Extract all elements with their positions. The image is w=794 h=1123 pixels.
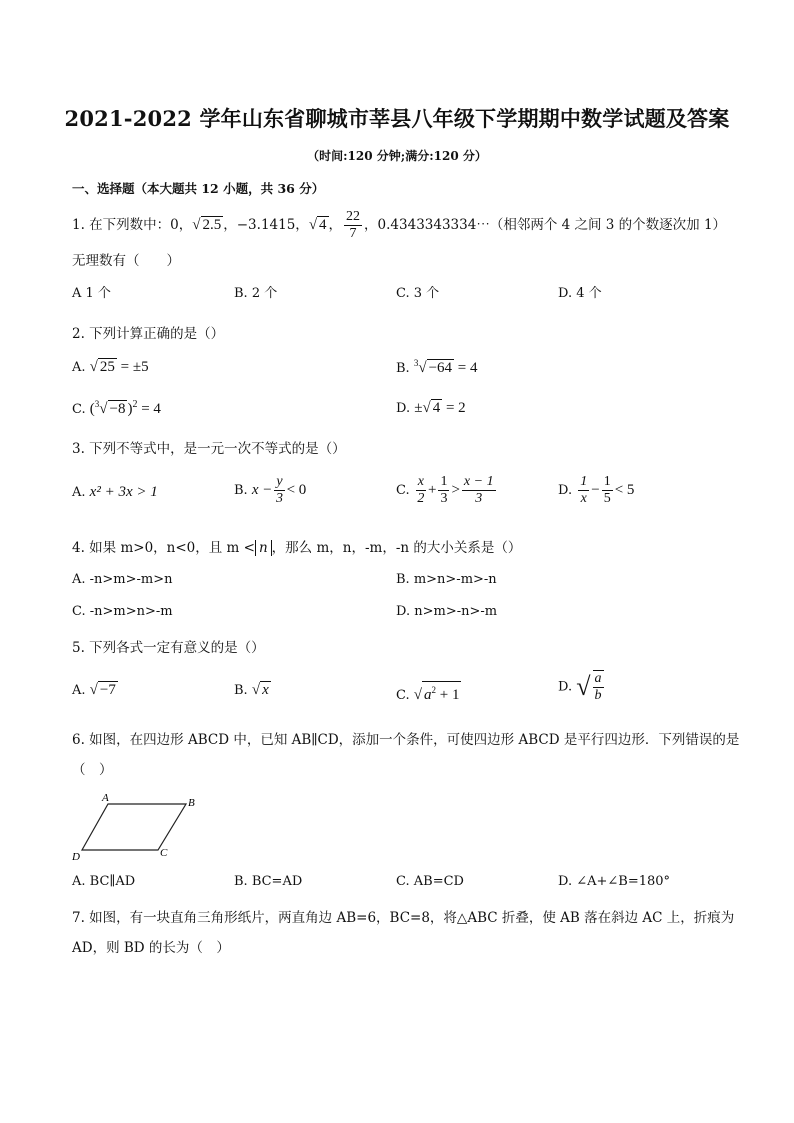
question-5-stem: 5. 下列各式一定有意义的是（） [72,640,265,656]
question-7-line2: AD，则 BD 的长为（ ） [72,940,230,956]
q4-option-a[interactable]: A. -n>m>-m>n [72,572,173,587]
q1-sqrt-4: √ 4 [308,217,327,233]
question-6-line2: （ ） [72,762,113,778]
figure-label-b: B [188,797,195,809]
q1-fraction: $\frac{22}{7}$ [346,209,361,241]
question-4-stem: 4. 如果 m>0，n<0，且 m < n ，那么 m，n，-m，-n 的大小关系是（） [72,540,522,556]
q6-option-c[interactable]: C. AB=CD [396,874,464,889]
q5-option-c[interactable]: C. √ $a^2 + 1$ [396,681,461,704]
q3-option-d[interactable]: D. $\frac{1}{x}$ − $\frac{1}{5}$ < 5 [558,474,635,506]
q3-option-a[interactable]: A. x² + 3x > 1 [72,484,158,500]
question-2-stem: 2. 下列计算正确的是（） [72,326,225,342]
q1-option-d[interactable]: D. 4 个 [558,286,602,301]
section-heading: 一、选择题（本大题共 12 小题，共 36 分） [72,181,325,196]
q5-option-d[interactable]: D. √ $\frac{a}{b}$ [558,671,602,703]
q6-option-d[interactable]: D. ∠A+∠B=180° [558,874,671,889]
q3-option-c[interactable]: C. $\frac{x}{2}$ + $\frac{1}{3}$ > $\frac{x - 1}{3}$ [396,474,494,506]
parallelogram-figure [68,790,208,865]
q1-option-a[interactable]: A 1 个 [72,286,111,301]
parallelogram-shape [82,804,186,850]
q2-option-a[interactable]: A. √ 25 = ±5 [72,359,149,375]
figure-label-a: A [102,792,109,804]
q1-sqrt-2-5: √ 2.5 [192,217,222,233]
q3-option-b[interactable]: B. x − $\frac{y}{3}$ < 0 [234,474,307,506]
q2-option-c[interactable]: C. ($^3$√ −8 )$^2$ = 4 [72,399,161,417]
q6-option-b[interactable]: B. BC=AD [234,874,303,889]
q1-prefix: 1. 在下列数中：0， [72,217,193,233]
figure-label-d: D [72,851,80,863]
question-7-stem: 7. 如图，有一块直角三角形纸片，两直角边 AB=6，BC=8，将△ABC 折叠，使 AB 落在斜边 AC 上，折痕为 [72,910,735,926]
figure-label-c: C [160,847,168,859]
q1-text-1: ，−3.1415， [223,217,309,233]
exam-info: （时间:120 分钟;满分:120 分） [307,149,487,163]
q1-option-b[interactable]: B. 2 个 [234,286,278,301]
q1-text-2: ， [328,217,343,233]
question-1-line2: 无理数有（ ） [72,253,180,269]
question-6-stem: 6. 如图，在四边形 ABCD 中，已知 AB∥CD，添加一个条件，可使四边形 ABCD 是平行四边形．下列错误的是 [72,732,740,748]
q6-option-a[interactable]: A. BC∥AD [72,874,136,889]
q1-text-3: ，0.4343343334⋯（相邻两个 4 之间 3 的个数逐次加 1） [364,217,727,233]
q4-option-c[interactable]: C. -n>m>n>-m [72,604,173,619]
q2-option-b[interactable]: B. $^3$√ −64 = 4 [396,358,478,376]
q4-option-b[interactable]: B. m>n>-m>-n [396,572,497,587]
question-1-stem [72,209,726,242]
q2-option-d[interactable]: D. ±√ 4 = 2 [396,400,466,416]
q5-option-a[interactable]: A. √ −7 [72,682,116,698]
document-title: 2021-2022 学年山东省聊城市莘县八年级下学期期中数学试题及答案 [64,106,730,131]
question-3-stem: 3. 下列不等式中，是一元一次不等式的是（） [72,441,346,457]
q4-option-d[interactable]: D. n>m>-n>-m [396,604,498,619]
q5-option-b[interactable]: B. √ x [234,682,269,698]
q1-option-c[interactable]: C. 3 个 [396,286,440,301]
